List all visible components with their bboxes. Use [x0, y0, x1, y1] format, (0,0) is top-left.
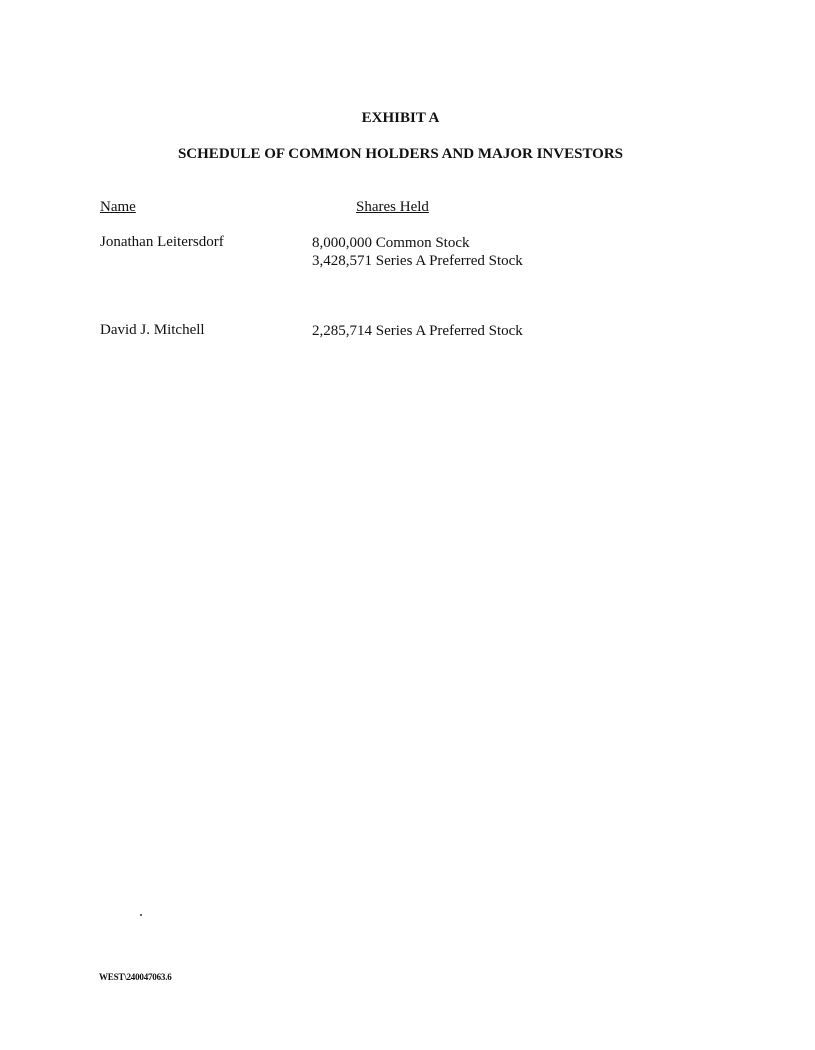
- schedule-title: SCHEDULE OF COMMON HOLDERS AND MAJOR INVESTORS: [177, 146, 624, 162]
- shares-held-column-header: Shares Held: [356, 199, 429, 215]
- holding-line: 8,000,000 Common Stock: [312, 235, 470, 251]
- footer-document-id: WEST\240047063.6: [99, 972, 172, 982]
- holding-line: 3,428,571 Series A Preferred Stock: [312, 253, 523, 269]
- holder-name: Jonathan Leitersdorf: [100, 234, 224, 250]
- holder-name: David J. Mitchell: [100, 322, 205, 338]
- name-column-header: Name: [100, 199, 136, 215]
- stray-mark: [140, 914, 142, 916]
- exhibit-title: EXHIBIT A: [361, 110, 440, 126]
- holding-line: 2,285,714 Series A Preferred Stock: [312, 323, 523, 339]
